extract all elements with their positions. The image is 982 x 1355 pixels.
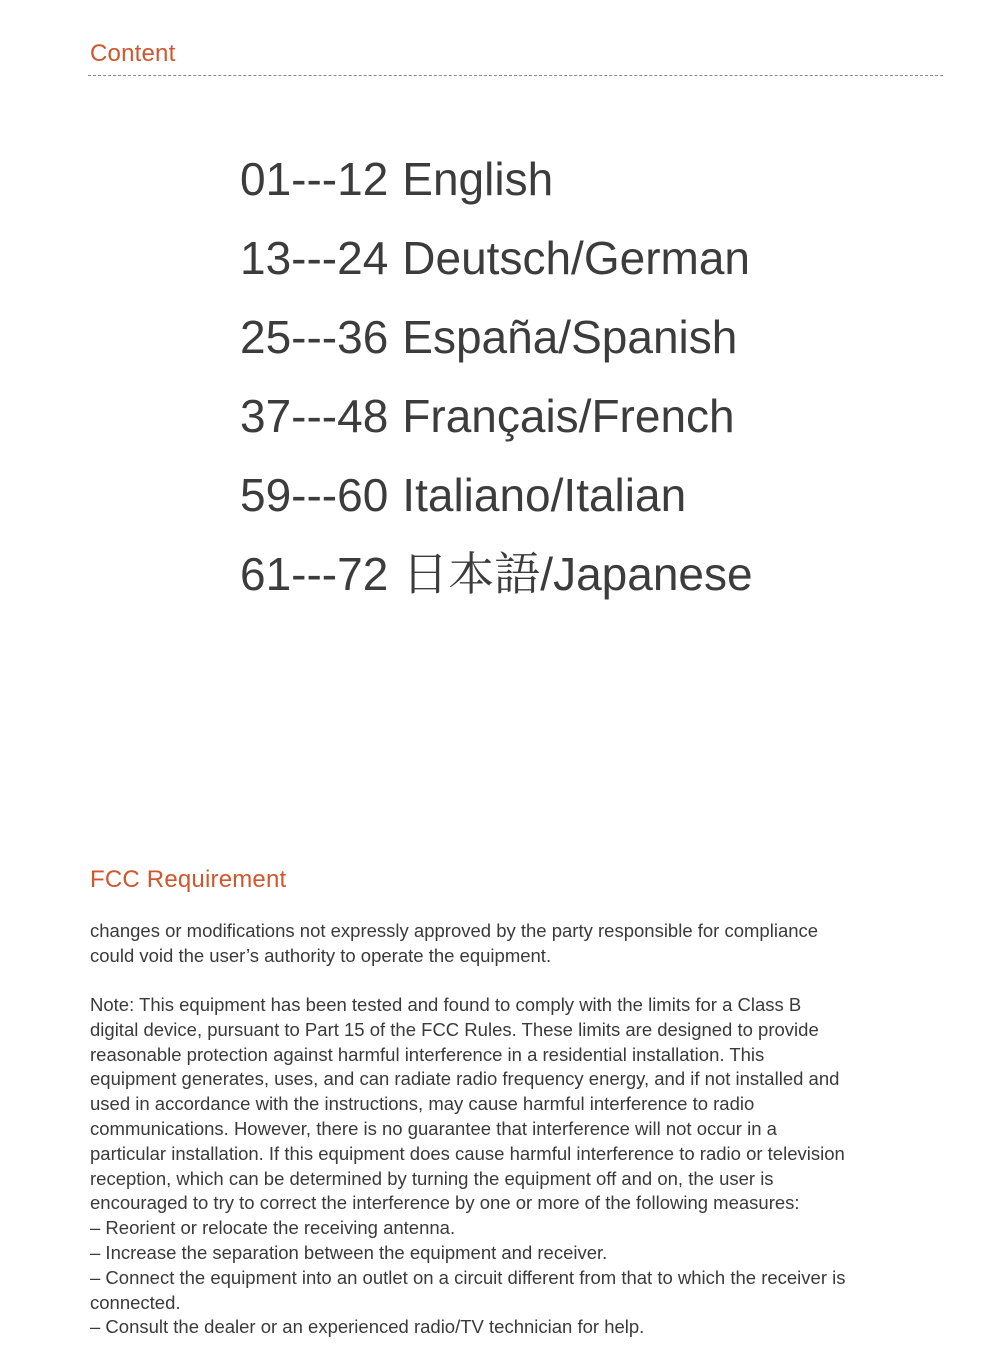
text-line: could void the user’s authority to operate the equipment. <box>90 944 552 966</box>
measure-item: – Connect the equipment into an outlet on a circuit different from that to which the receiver is <box>90 1266 846 1288</box>
measure-item: – Increase the separation between the equipment and receiver. <box>90 1242 608 1264</box>
text-line: particular installation. If this equipment does cause harmful interference to radio or television <box>90 1142 845 1164</box>
toc-language: Français/French <box>402 390 735 442</box>
toc-page-range: 13---24 <box>240 232 389 284</box>
toc-language: España/Spanish <box>402 311 738 363</box>
fcc-body <box>90 919 942 1340</box>
text-line: reception, which can be determined by turning the equipment off and on, the user is <box>90 1167 774 1189</box>
toc-entry-italian <box>240 456 753 535</box>
table-of-contents <box>240 140 753 614</box>
toc-entry-spanish <box>240 298 753 377</box>
toc-page-range: 61---72 <box>240 548 389 600</box>
text-line: encouraged to try to correct the interference by one or more of the following measures: <box>90 1192 800 1214</box>
toc-language: Italiano/Italian <box>402 469 687 521</box>
text-line: Note: This equipment has been tested and found to comply with the limits for a Class B <box>90 994 802 1016</box>
measure-item: – Reorient or relocate the receiving antenna. <box>90 1217 456 1239</box>
text-line: digital device, pursuant to Part 15 of the FCC Rules. These limits are designed to provide <box>90 1018 819 1040</box>
text-line: reasonable protection against harmful interference in a residential installation. This <box>90 1043 765 1065</box>
fcc-heading: FCC Requirement <box>90 866 287 893</box>
text-line: equipment generates, uses, and can radiate radio frequency energy, and if not installed and <box>90 1068 840 1090</box>
text-line: used in accordance with the instructions, may cause harmful interference to radio <box>90 1093 755 1115</box>
measure-item: – Consult the dealer or an experienced radio/TV technician for help. <box>90 1316 645 1338</box>
toc-entry-japanese <box>240 535 753 614</box>
text-line: changes or modifications not expressly approved by the party responsible for compliance <box>90 920 819 941</box>
fcc-paragraph-modifications <box>90 919 942 969</box>
toc-language: English <box>402 153 554 205</box>
toc-page-range: 59---60 <box>240 469 389 521</box>
toc-language: 日本語/Japanese <box>402 548 753 600</box>
toc-entry-german <box>240 219 753 298</box>
text-line: communications. However, there is no guarantee that interference will not occur in a <box>90 1118 777 1140</box>
toc-language: Deutsch/German <box>402 232 750 284</box>
toc-page-range: 25---36 <box>240 311 389 363</box>
fcc-paragraph-note <box>90 993 942 1340</box>
dashed-divider <box>88 75 943 76</box>
toc-entry-french <box>240 377 753 456</box>
text-line: connected. <box>90 1291 181 1313</box>
content-heading: Content <box>90 40 176 67</box>
toc-page-range: 01---12 <box>240 153 389 205</box>
toc-page-range: 37---48 <box>240 390 389 442</box>
toc-entry-english <box>240 140 753 219</box>
